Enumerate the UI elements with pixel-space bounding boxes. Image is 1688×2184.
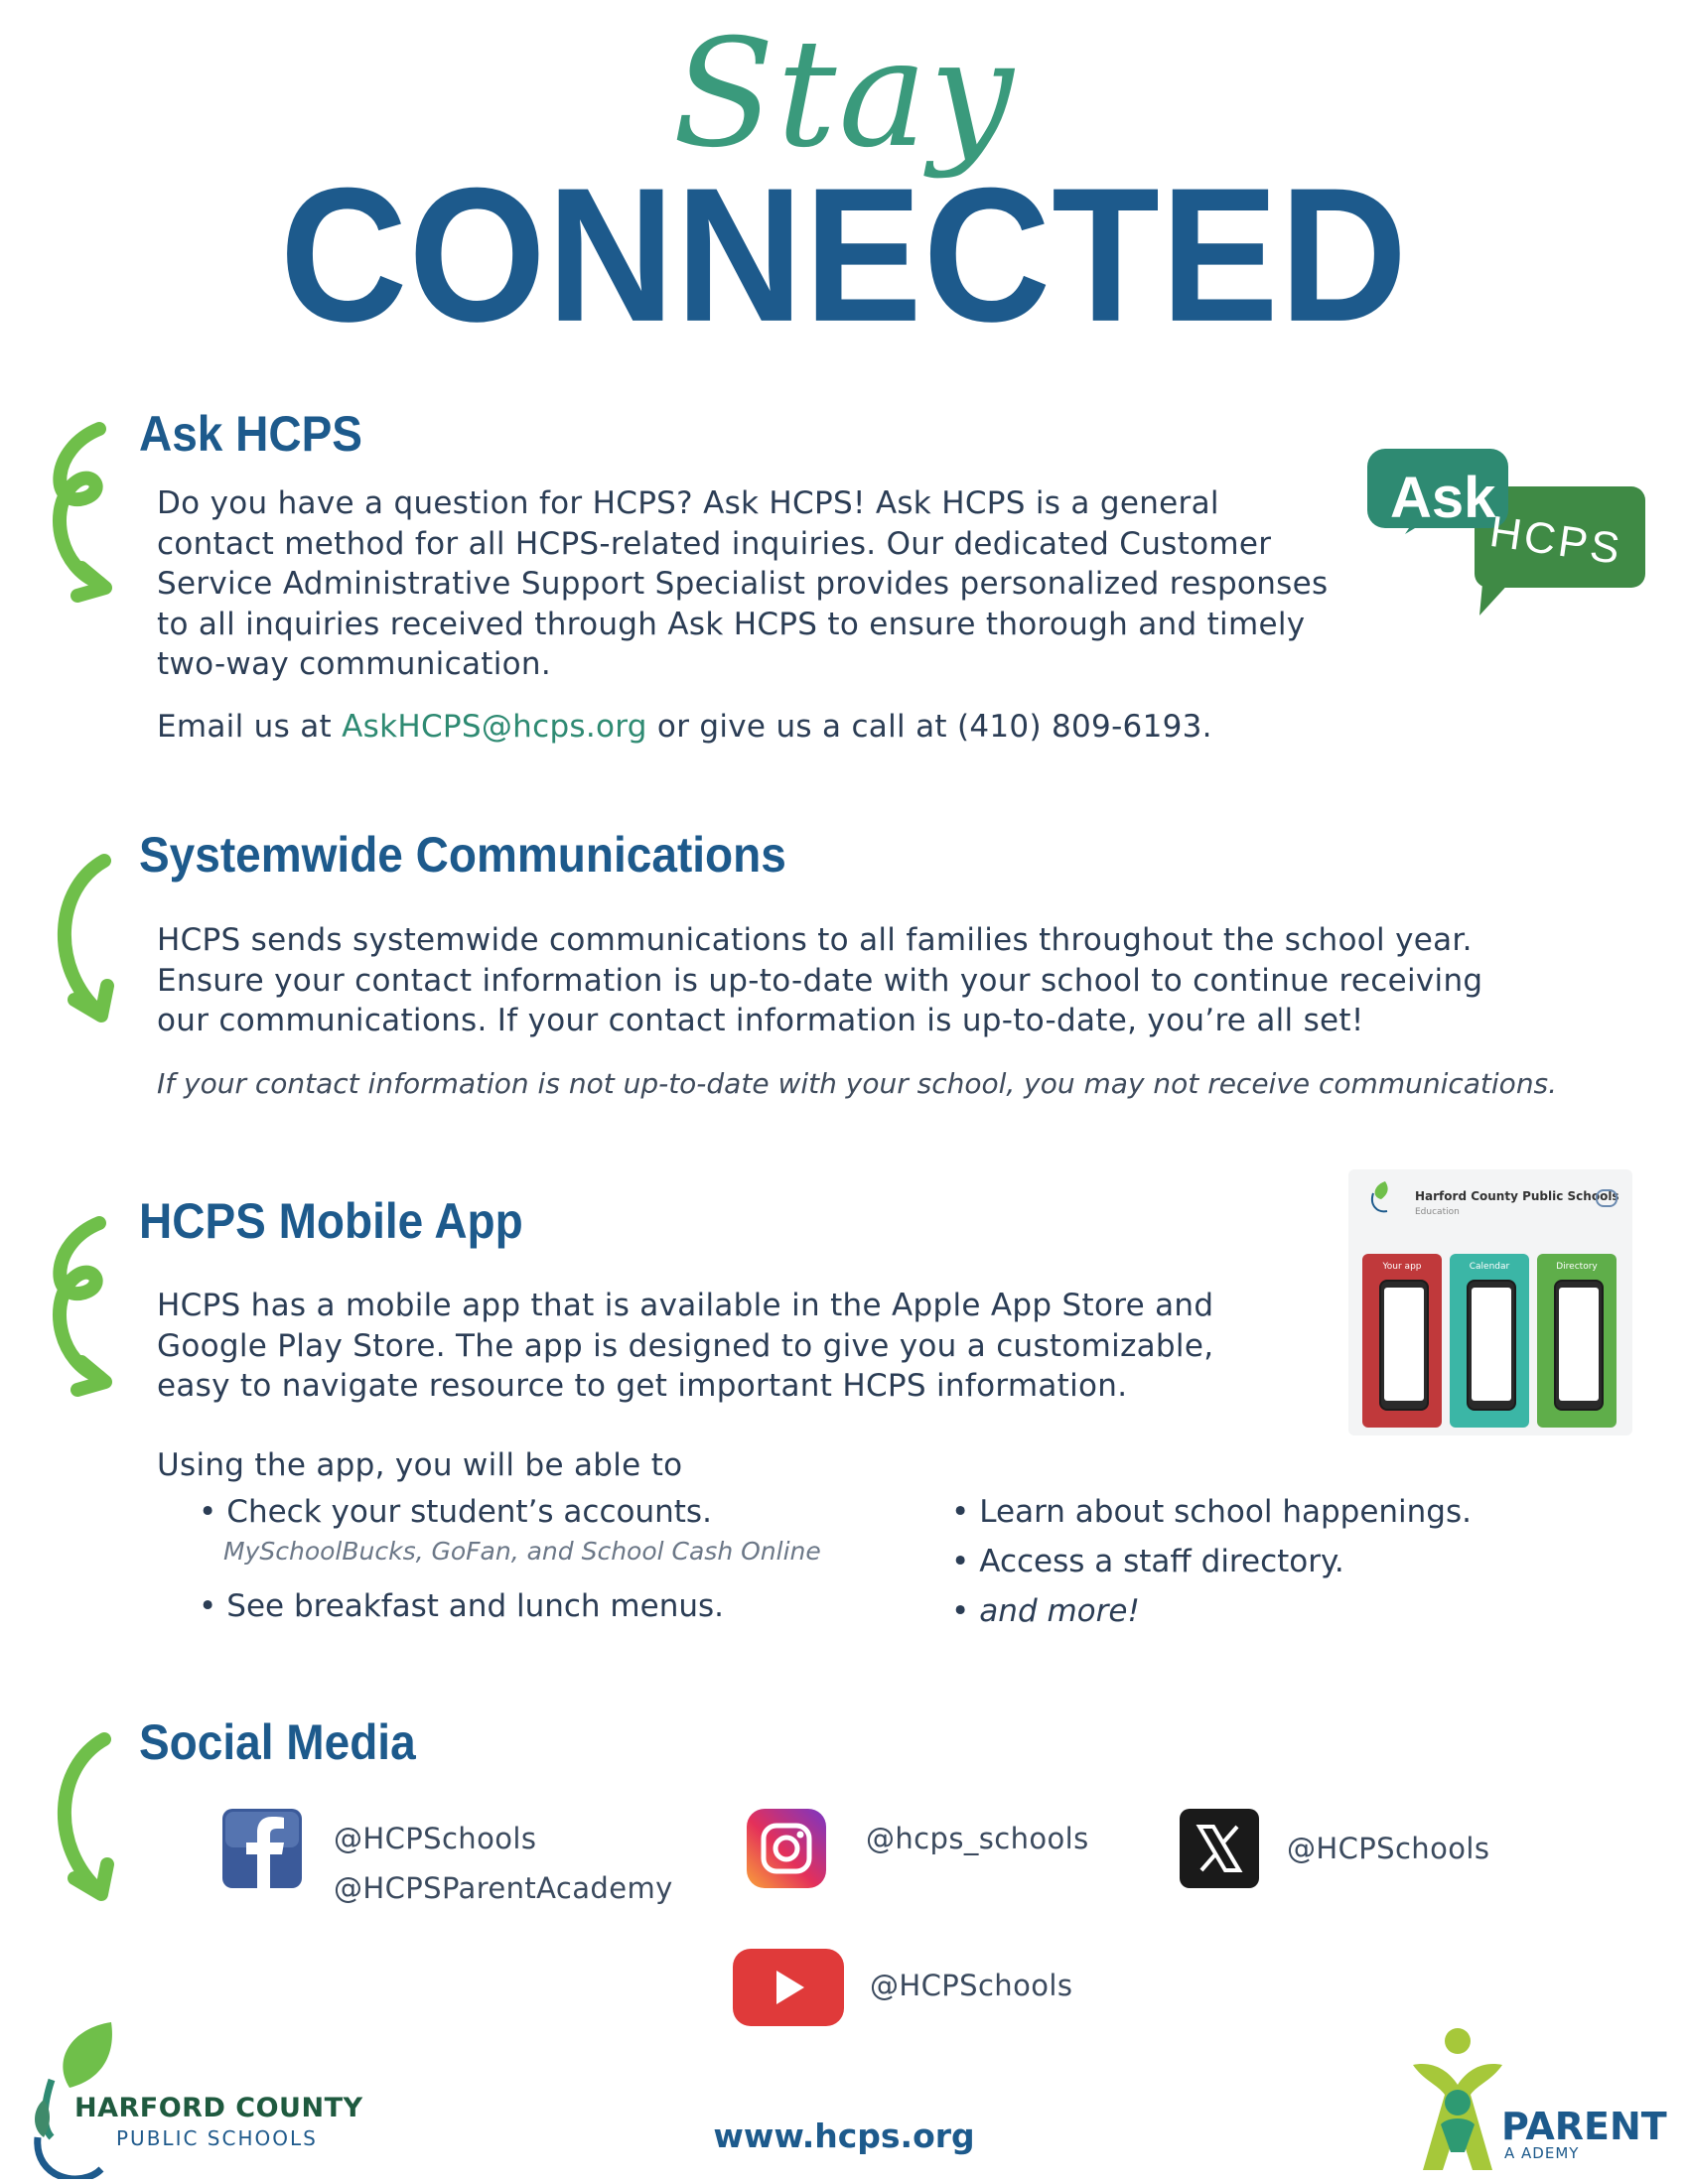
bullet-more: • and more! <box>951 1593 1140 1629</box>
ask-line: contact method for all HCPS-related inquiries. Our dedicated Customer <box>157 525 1272 562</box>
facebook-icon[interactable] <box>222 1809 302 1888</box>
ask-logo-word: Ask <box>1390 466 1496 530</box>
parent-academy-sub: A ADEMY <box>1504 2144 1580 2162</box>
harford-county-sub: PUBLIC SCHOOLS <box>116 2126 318 2150</box>
curly-arrow-icon <box>30 419 119 608</box>
app-panel <box>1537 1254 1617 1428</box>
phone-mockup <box>1467 1280 1516 1411</box>
systemwide-line: our communications. If your contact information is up-to-date, you’re all set! <box>157 1003 1364 1038</box>
hcps-logo-word: HCPS <box>1486 506 1626 575</box>
app-panel <box>1450 1254 1529 1428</box>
curved-arrow-icon <box>40 1727 129 1916</box>
facebook-handle-1[interactable]: @HCPSchools <box>334 1822 537 1855</box>
bullet-accounts-sub: MySchoolBucks, GoFan, and School Cash Online <box>223 1537 821 1566</box>
instagram-handle[interactable]: @hcps_schools <box>866 1822 1089 1855</box>
ask-hcps-body <box>157 483 1328 685</box>
email-prefix: Email us at <box>157 709 343 745</box>
app-intro: Using the app, you will be able to <box>157 1447 683 1483</box>
curly-arrow-icon <box>30 1213 119 1402</box>
email-link[interactable]: AskHCPS@hcps.org <box>342 709 647 745</box>
ask-contact-line <box>157 707 1212 748</box>
app-subtitle: Education <box>1415 1207 1460 1217</box>
email-suffix: or give us a call at (410) 809-6193. <box>646 709 1212 745</box>
app-line: Google Play Store. The app is designed to give you a customizable, <box>157 1327 1214 1364</box>
title-stay: Stay <box>672 8 1016 181</box>
panel-label: Calendar <box>1469 1262 1510 1272</box>
harford-county-name: HARFORD COUNTY <box>74 2093 363 2123</box>
systemwide-heading: Systemwide Communications <box>139 827 786 883</box>
social-media-heading: Social Media <box>139 1714 416 1770</box>
bullet-menus: • See breakfast and lunch menus. <box>199 1588 724 1624</box>
youtube-icon[interactable] <box>733 1949 844 2026</box>
app-title: Harford County Public Schools <box>1415 1189 1619 1203</box>
app-line: easy to navigate resource to get important HCPS information. <box>157 1368 1128 1404</box>
bullet-accounts: • Check your student’s accounts. <box>199 1494 712 1530</box>
systemwide-line: Ensure your contact information is up-to-date with your school to continue receiving <box>157 962 1483 999</box>
phone-mockup <box>1554 1280 1604 1411</box>
leaf-icon <box>1365 1179 1395 1215</box>
systemwide-note: If your contact information is not up-to-date with your school, you may not receive communications. <box>157 1067 1558 1100</box>
app-line: HCPS has a mobile app that is available in the Apple App Store and <box>157 1288 1214 1323</box>
mobile-app-body <box>157 1286 1213 1407</box>
bullet-happenings: • Learn about school happenings. <box>951 1494 1472 1530</box>
ask-line: to all inquiries received through Ask HCPS to ensure thorough and timely <box>157 606 1306 642</box>
ask-line: Do you have a question for HCPS? Ask HCPS! Ask HCPS is a general <box>157 485 1219 521</box>
website-link[interactable]: www.hcps.org <box>713 2116 975 2155</box>
curved-arrow-icon <box>40 849 129 1037</box>
panel-label: Your app <box>1382 1262 1422 1272</box>
ask-line: two-way communication. <box>157 646 551 682</box>
facebook-handle-2[interactable]: @HCPSParentAcademy <box>334 1871 673 1905</box>
title-connected: CONNECTED <box>279 148 1409 361</box>
panel-label: Directory <box>1556 1262 1598 1272</box>
phone-mockup <box>1379 1280 1429 1411</box>
ask-line: Service Administrative Support Specialist provides personalized responses <box>157 566 1329 602</box>
instagram-icon[interactable] <box>747 1809 826 1888</box>
parent-academy-name: PARENT <box>1501 2105 1667 2148</box>
youtube-handle[interactable]: @HCPSchools <box>870 1969 1073 2002</box>
x-icon[interactable] <box>1180 1809 1259 1888</box>
systemwide-line: HCPS sends systemwide communications to all families throughout the school year. <box>157 922 1473 958</box>
ask-hcps-heading: Ask HCPS <box>139 406 362 462</box>
parent-academy-logo-icon <box>1403 2025 1512 2174</box>
download-icon <box>1596 1189 1618 1207</box>
x-handle[interactable]: @HCPSchools <box>1287 1832 1490 1865</box>
app-panel <box>1362 1254 1442 1428</box>
mobile-app-heading: HCPS Mobile App <box>139 1193 523 1249</box>
systemwide-body <box>157 920 1482 1041</box>
bullet-directory: • Access a staff directory. <box>951 1544 1344 1579</box>
